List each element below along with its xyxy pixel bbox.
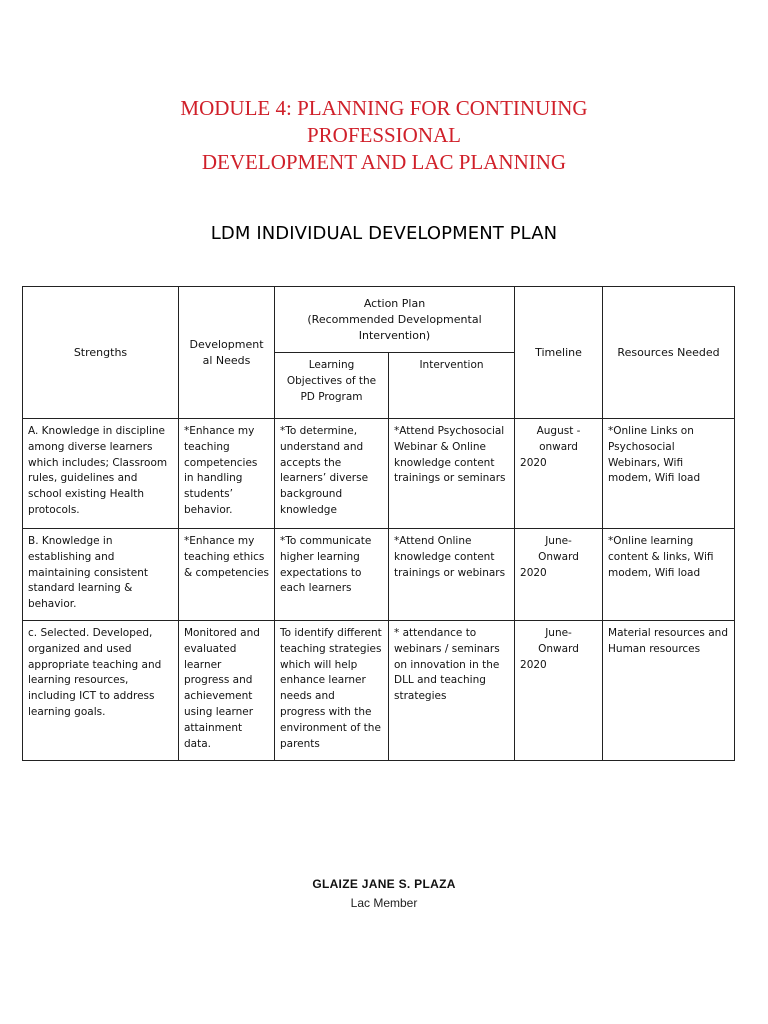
header-development-needs: Development al Needs xyxy=(179,287,275,419)
timeline-line-2: Onward xyxy=(538,550,579,563)
cell-resources: Material resources and Human resources xyxy=(603,621,735,761)
header-timeline: Timeline xyxy=(515,287,603,419)
header-resources: Resources Needed xyxy=(603,287,735,419)
cell-objectives: To identify different teaching strategies which will help enhance learner needs and progress with the environment of the parents xyxy=(275,621,389,761)
cell-timeline xyxy=(515,621,603,761)
timeline-line-2: onward xyxy=(539,440,578,453)
header-action-plan xyxy=(275,287,515,353)
signatory-name: GLAIZE JANE S. PLAZA xyxy=(312,877,456,891)
cell-intervention: *Attend Online knowledge content trainings or webinars xyxy=(389,529,515,621)
cell-strengths: A. Knowledge in discipline among diverse learners which includes; Classroom rules, guidelines and school existing Health protocols. xyxy=(23,419,179,529)
plan-title: LDM INDIVIDUAL DEVELOPMENT PLAN xyxy=(210,223,558,244)
cell-needs: *Enhance my teaching ethics & competencies xyxy=(179,529,275,621)
header-strengths: Strengths xyxy=(23,287,179,419)
timeline-line-3: 2020 xyxy=(520,566,547,579)
timeline-line-3: 2020 xyxy=(520,456,547,469)
cell-resources: *Online Links on Psychosocial Webinars, Wifi modem, Wifi load xyxy=(603,419,735,529)
module-title-line-2: PROFESSIONAL xyxy=(306,123,462,147)
table-row xyxy=(23,621,735,761)
cell-intervention: * attendance to webinars / seminars on innovation in the DLL and teaching strategies xyxy=(389,621,515,761)
cell-resources: *Online learning content & links, Wifi modem, Wifi load xyxy=(603,529,735,621)
cell-timeline xyxy=(515,419,603,529)
header-learning-objectives: Learning Objectives of the PD Program xyxy=(275,353,389,419)
action-plan-line-3: Intervention) xyxy=(358,328,431,342)
timeline-line-1: June- xyxy=(545,535,572,547)
header-row xyxy=(23,287,735,353)
development-plan-table xyxy=(22,286,735,761)
signature-block xyxy=(0,876,768,911)
timeline-line-1: June- xyxy=(545,627,572,639)
timeline-line-3: 2020 xyxy=(520,658,547,671)
table-row xyxy=(23,419,735,529)
cell-strengths: B. Knowledge in establishing and maintaining consistent standard learning & behavior. xyxy=(23,529,179,621)
cell-objectives: *To communicate higher learning expectations to each learners xyxy=(275,529,389,621)
cell-needs: Monitored and evaluated learner progress and achievement using learner attainment data. xyxy=(179,621,275,761)
cell-objectives: *To determine, understand and accepts the learners’ diverse background knowledge xyxy=(275,419,389,529)
timeline-line-1: August - xyxy=(536,425,581,437)
cell-timeline xyxy=(515,529,603,621)
cell-intervention: *Attend Psychosocial Webinar & Online knowledge content trainings or seminars xyxy=(389,419,515,529)
cell-needs: *Enhance my teaching competencies in handling students’ behavior. xyxy=(179,419,275,529)
action-plan-line-2: (Recommended Developmental xyxy=(307,313,482,327)
action-plan-line-1: Action Plan xyxy=(363,297,426,311)
module-title xyxy=(0,95,768,176)
module-title-line-1: MODULE 4: PLANNING FOR CONTINUING xyxy=(180,96,588,120)
module-title-line-3: DEVELOPMENT AND LAC PLANNING xyxy=(201,150,567,174)
cell-strengths: c. Selected. Developed, organized and used appropriate teaching and learning resources, including ICT to address learning goals. xyxy=(23,621,179,761)
timeline-line-2: Onward xyxy=(538,642,579,655)
signatory-role: Lac Member xyxy=(350,896,418,910)
table-row xyxy=(23,529,735,621)
header-intervention: Intervention xyxy=(389,353,515,419)
